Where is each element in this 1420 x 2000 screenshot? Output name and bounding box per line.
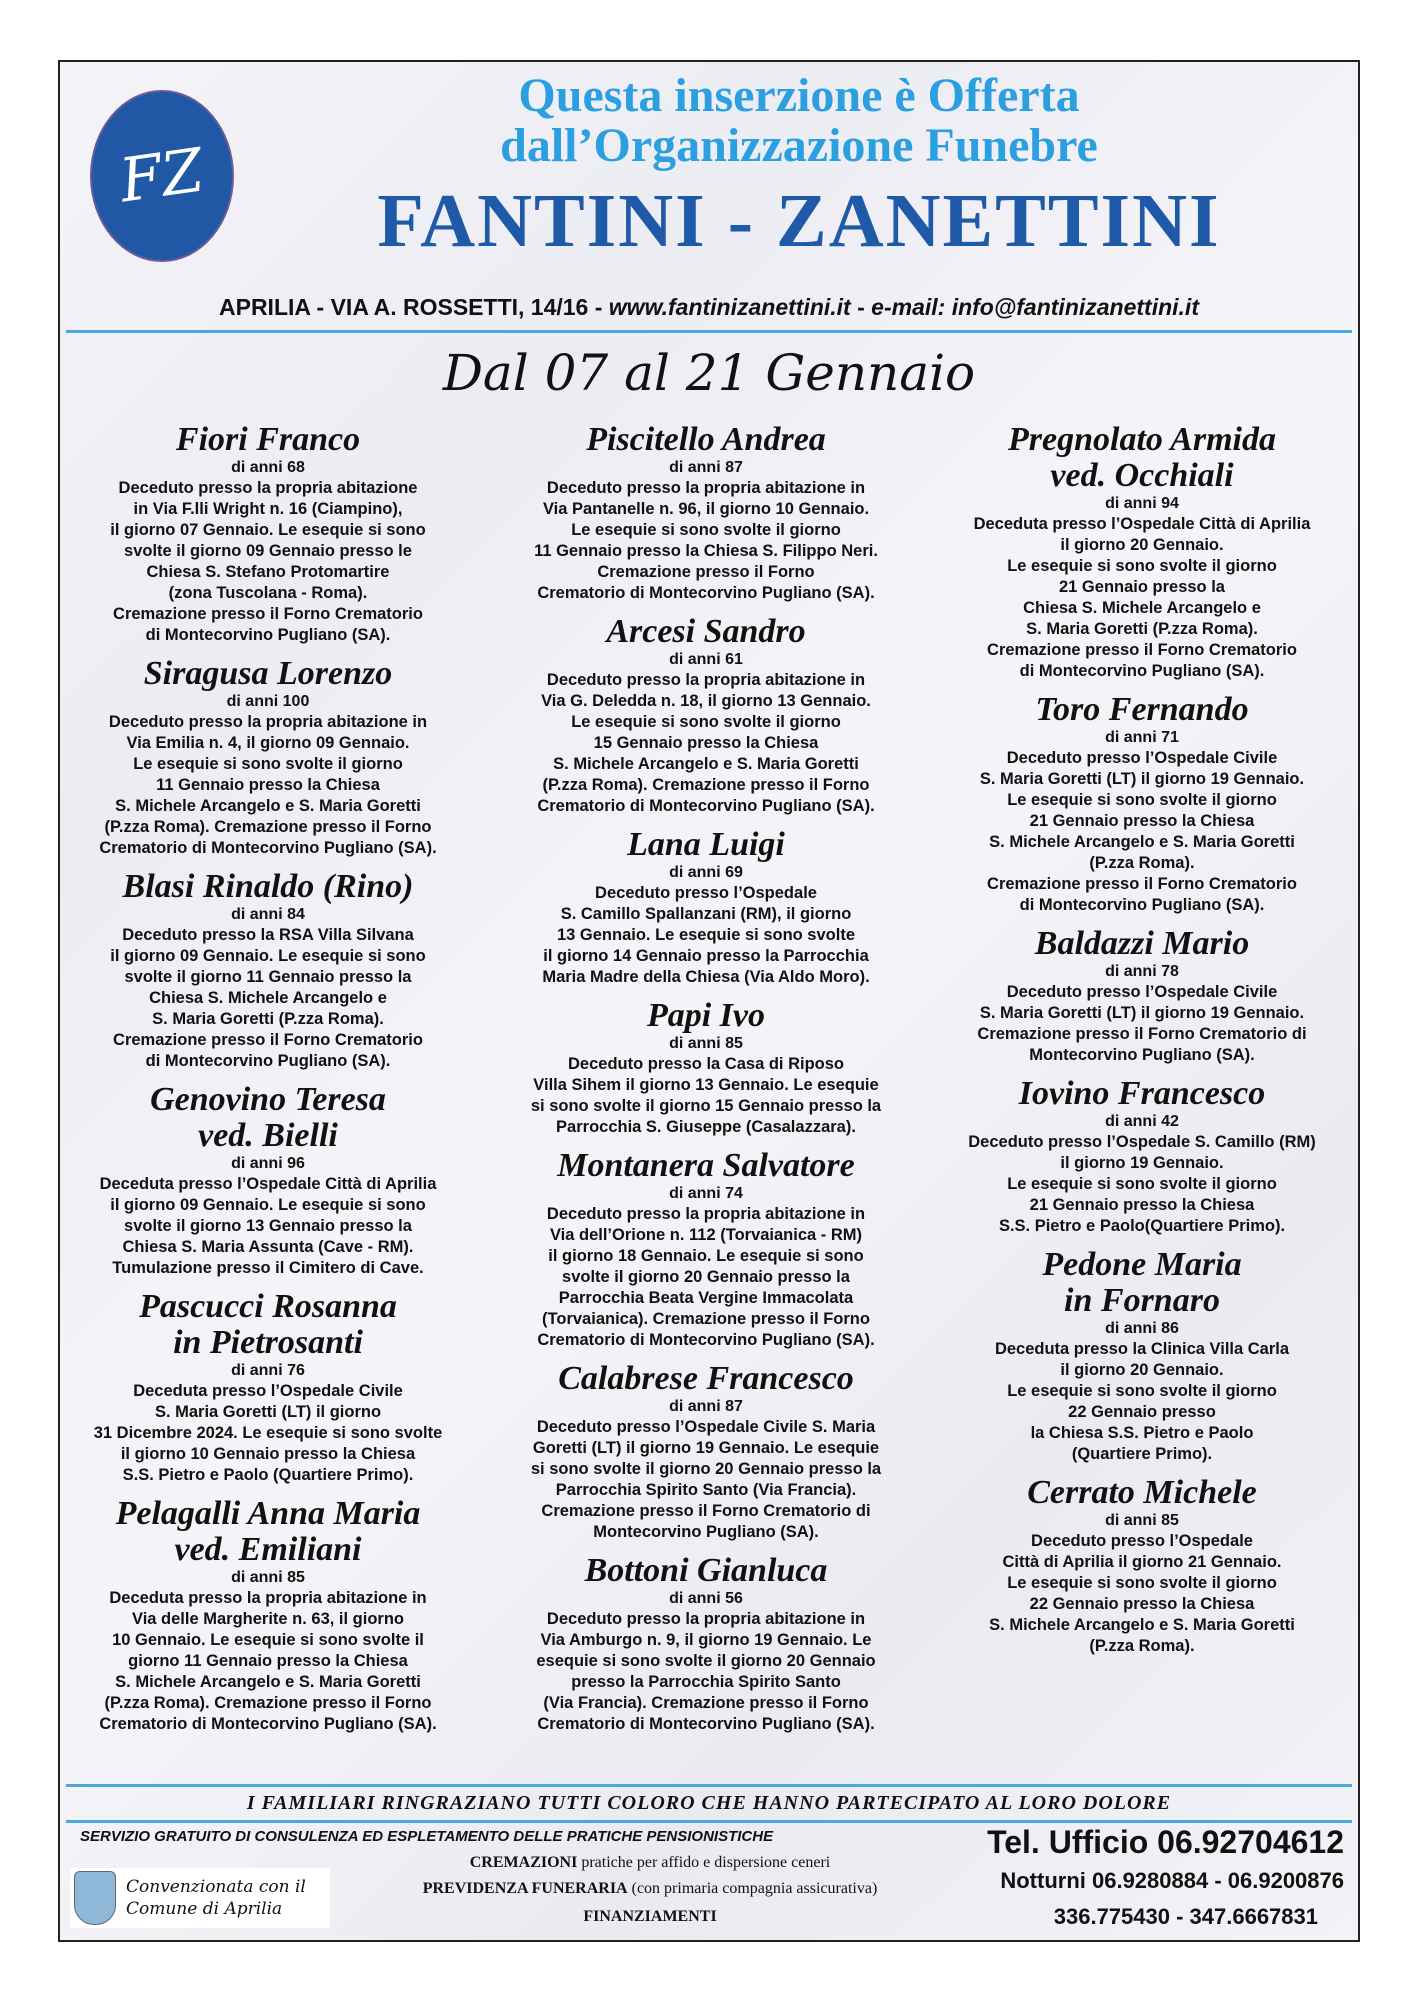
deceased-age: di anni 78 [1105,963,1179,980]
deceased-age: di anni 100 [226,693,310,710]
obituary-entry [504,1553,908,1735]
website-link[interactable]: www.fantinizanettini.it [608,294,851,320]
obituary-entry [940,1247,1344,1465]
deceased-name: Arcesi Sandro [606,613,806,650]
announcement-page [58,60,1360,1942]
deceased-name: Blasi Rinaldo (Rino) [122,868,414,905]
deceased-name: Siragusa Lorenzo [143,655,393,692]
deceased-age: di anni 86 [1105,1320,1179,1337]
deceased-age: di anni 85 [1105,1512,1179,1529]
deceased-name: Pregnolato Armida ved. Occhiali [1008,421,1276,494]
cremation-bold: CREMAZIONI [469,1854,578,1871]
obituary-text: Deceduto presso la propria abitazione in Via Pantanelle n. 96, il giorno 10 Gennaio. Le esequie si sono svolte il giorno 11 Gennaio presso la Chiesa S. Filippo Neri. Cremazione presso il Forno Crematorio di Montecorvino Pugliano (SA). [534,479,878,602]
header-line1: Questa inserzione è Offerta [518,69,1080,122]
fz-logo [90,90,234,262]
service-line: SERVIZIO GRATUITO DI CONSULENZA ED ESPLETAMENTO DELLE PRATICHE PENSIONISTICHE [80,1828,774,1845]
deceased-name: Montanera Salvatore [557,1147,855,1184]
deceased-name: Pedone Maria in Fornaro [1042,1246,1242,1319]
brand-name: FANTINI - ZANETTINI [377,179,1221,263]
deceased-name: Papi Ivo [646,997,766,1034]
email-link[interactable]: e-mail: info@fantinizanettini.it [871,294,1199,320]
obituary-entry [940,692,1344,916]
financing-line: FINANZIAMENTI [583,1908,717,1925]
deceased-name: Pascucci Rosanna in Pietrosanti [139,1288,397,1361]
obituary-text: Deceduto presso la propria abitazione in Via F.lli Wright n. 16 (Ciampino), il giorno 07 Gennaio. Le esequie si sono svolte il giorno 09 Gennaio presso le Chiesa S. Stefano Protomartire (zona Tuscolana - Roma). Cremazione presso il Forno Crematorio di Montecorvino Pugliano (SA). [110,479,426,644]
obituary-entry [504,998,908,1138]
convention-text [126,1876,306,1920]
obituary-text: Deceduto presso la propria abitazione in Via Amburgo n. 9, il giorno 19 Gennaio. Le esequie si sono svolte il giorno 20 Gennaio presso la Parrocchia Spirito Santo (Via Francia). Cremazione presso il Forno Crematorio di Montecorvino Pugliano (SA). [536,1610,876,1733]
deceased-age: di anni 71 [1105,729,1179,746]
convention-line2: Comune di Aprilia [126,1899,283,1919]
night-phones: Notturni 06.9280884 - 06.9200876 [1000,1868,1344,1893]
deceased-age: di anni 96 [231,1155,305,1172]
deceased-name: Genovino Teresa ved. Bielli [150,1081,386,1154]
cremation-line [330,1854,970,1872]
deceased-name: Iovino Francesco [1018,1075,1266,1112]
address: APRILIA - VIA A. ROSSETTI, 14/16 - [219,294,609,320]
obituary-text: Deceduta presso l’Ospedale Città di Aprilia il giorno 09 Gennaio. Le esequie si sono svolte il giorno 13 Gennaio presso la Chiesa S. Maria Assunta (Cave - RM). Tumulazione presso il Cimitero di Cave. [99,1175,437,1277]
obituary-entry [504,1148,908,1351]
obituary-text: Deceduto presso l’Ospedale Civile S. Maria Goretti (LT) il giorno 19 Gennaio. Le esequie si sono svolte il giorno 20 Gennaio presso la Parrocchia Spirito Santo (Via Francia). Cremazione presso il Forno Crematorio di Montecorvino Pugliano (SA). [530,1418,882,1541]
deceased-age: di anni 94 [1105,495,1179,512]
obituary-text: Deceduto presso la propria abitazione in Via G. Deledda n. 18, il giorno 13 Gennaio. Le esequie si sono svolte il giorno 15 Gennaio presso la Chiesa S. Michele Arcangelo e S. Maria Goretti (P.zza Roma). Cremazione presso il Forno Crematorio di Montecorvino Pugliano (SA). [537,671,875,815]
obituary-entry [940,926,1344,1066]
obituary-text: Deceduta presso l’Ospedale Città di Aprilia il giorno 20 Gennaio. Le esequie si sono svolte il giorno 21 Gennaio presso la Chiesa S. Michele Arcangelo e S. Maria Goretti (P.zza Roma). Cremazione presso il Forno Crematorio di Montecorvino Pugliano (SA). [973,515,1311,680]
column-2 [504,422,908,1745]
deceased-name: Bottoni Gianluca [584,1552,828,1589]
obituary-text: Deceduto presso l’Ospedale Civile S. Maria Goretti (LT) il giorno 19 Gennaio. Cremazione presso il Forno Crematorio di Montecorvino Pugliano (SA). [977,983,1307,1064]
obituary-text: Deceduto presso l’Ospedale Civile S. Maria Goretti (LT) il giorno 19 Gennaio. Le esequie si sono svolte il giorno 21 Gennaio presso la Chiesa S. Michele Arcangelo e S. Maria Goretti (P.zza Roma). Cremazione presso il Forno Crematorio di Montecorvino Pugliano (SA). [979,749,1305,914]
obituary-entry [940,1076,1344,1237]
deceased-name: Baldazzi Mario [1034,925,1250,962]
address-line [60,294,1358,321]
obituary-entry [504,614,908,817]
previdenza-text: (con primaria compagnia assicurativa) [627,1880,878,1897]
logo-text: FZ [115,135,209,217]
deceased-name: Piscitello Andrea [586,421,826,458]
previdenza-bold: PREVIDENZA FUNERARIA [422,1880,628,1897]
deceased-name: Calabrese Francesco [558,1360,854,1397]
address-sep: - [850,294,872,320]
deceased-age: di anni 42 [1105,1113,1179,1130]
obituary-text: Deceduto presso l’Ospedale Città di Aprilia il giorno 21 Gennaio. Le esequie si sono svolte il giorno 22 Gennaio presso la Chiesa S. Michele Arcangelo e S. Maria Goretti (P.zza Roma). [989,1532,1295,1655]
deceased-age: di anni 87 [669,1398,743,1415]
divider [66,330,1352,333]
obituary-entry [66,422,470,646]
deceased-age: di anni 61 [669,651,743,668]
deceased-age: di anni 84 [231,906,305,923]
thanks-line: I FAMILIARI RINGRAZIANO TUTTI COLORO CHE HANNO PARTECIPATO AL LORO DOLORE [246,1792,1172,1814]
deceased-age: di anni 69 [669,864,743,881]
deceased-age: di anni 68 [231,459,305,476]
deceased-name: Toro Fernando [1035,691,1249,728]
obituary-text: Deceduto presso la propria abitazione in Via Emilia n. 4, il giorno 09 Gennaio. Le esequie si sono svolte il giorno 11 Gennaio presso la Chiesa S. Michele Arcangelo e S. Maria Goretti (P.zza Roma). Cremazione presso il Forno Crematorio di Montecorvino Pugliano (SA). [99,713,437,857]
deceased-name: Lana Luigi [627,826,785,863]
previdenza-line [330,1880,970,1898]
mobile-phones: 336.775430 - 347.6667831 [1053,1904,1318,1929]
obituary-text: Deceduto presso la Casa di Riposo Villa Sihem il giorno 13 Gennaio. Le esequie si sono svolte il giorno 15 Gennaio presso la Parrocchia S. Giuseppe (Casalazzara). [530,1055,882,1136]
period-title: Dal 07 al 21 Gennaio [442,344,976,402]
obituary-entry [66,1289,470,1486]
obituary-entry [66,656,470,859]
deceased-name: Cerrato Michele [1027,1474,1257,1511]
obituary-entry [66,1082,470,1279]
obituary-text: Deceduto presso la propria abitazione in Via dell’Orione n. 112 (Torvaianica - RM) il giorno 18 Gennaio. Le esequie si sono svolte il giorno 20 Gennaio presso la Parrocchia Beata Vergine Immacolata (Torvaianica). Cremazione presso il Forno Crematorio di Montecorvino Pugliano (SA). [537,1205,875,1349]
column-1 [66,422,470,1745]
convention-line1: Convenzionata con il [126,1877,306,1897]
obituary-text: Deceduta presso la propria abitazione in Via delle Margherite n. 63, il giorno 10 Gennaio. Le esequie si sono svolte il giorno 11 Gennaio presso la Chiesa S. Michele Arcangelo e S. Maria Goretti (P.zza Roma). Cremazione presso il Forno Crematorio di Montecorvino Pugliano (SA). [99,1589,437,1733]
obituary-entry [940,1475,1344,1657]
obituary-text: Deceduta presso l’Ospedale Civile S. Maria Goretti (LT) il giorno 31 Dicembre 2024. Le esequie si sono svolte il giorno 10 Gennaio presso la Chiesa S.S. Pietro e Paolo (Quartiere Primo). [93,1382,443,1484]
obituary-entry [504,827,908,988]
cremation-text: pratiche per affido e dispersione ceneri [577,1854,831,1871]
deceased-age: di anni 85 [669,1035,743,1052]
obituary-text: Deceduto presso l’Ospedale S. Camillo Spallanzani (RM), il giorno 13 Gennaio. Le esequie si sono svolte il giorno 14 Gennaio presso la Parrocchia Maria Madre della Chiesa (Via Aldo Moro). [542,884,870,986]
comune-badge [70,1868,330,1928]
divider [66,1784,1352,1787]
deceased-name: Pelagalli Anna Maria ved. Emiliani [115,1495,421,1568]
obituary-entry [66,1496,470,1735]
header-line2: dall’Organizzazione Funebre [500,119,1098,172]
deceased-age: di anni 74 [669,1185,743,1202]
obituary-entry [504,422,908,604]
divider [66,1820,1352,1823]
obituary-text: Deceduto presso l’Ospedale S. Camillo (RM) il giorno 19 Gennaio. Le esequie si sono svolte il giorno 21 Gennaio presso la Chiesa S.S. Pietro e Paolo(Quartiere Primo). [968,1133,1316,1235]
obituary-text: Deceduta presso la Clinica Villa Carla il giorno 20 Gennaio. Le esequie si sono svolte il giorno 22 Gennaio presso la Chiesa S.S. Pietro e Paolo (Quartiere Primo). [994,1340,1290,1463]
crest-icon [74,1871,116,1925]
column-3 [940,422,1344,1667]
deceased-age: di anni 85 [231,1569,305,1586]
obituary-entry [504,1361,908,1543]
deceased-name: Fiori Franco [175,421,361,458]
deceased-age: di anni 87 [669,459,743,476]
obituary-entry [940,422,1344,682]
deceased-age: di anni 56 [669,1590,743,1607]
obituary-text: Deceduto presso la RSA Villa Silvana il giorno 09 Gennaio. Le esequie si sono svolte il giorno 11 Gennaio presso la Chiesa S. Michele Arcangelo e S. Maria Goretti (P.zza Roma). Cremazione presso il Forno Crematorio di Montecorvino Pugliano (SA). [110,926,426,1070]
obituary-entry [66,869,470,1072]
deceased-age: di anni 76 [231,1362,305,1379]
office-phone: Tel. Ufficio 06.92704612 [987,1824,1344,1860]
